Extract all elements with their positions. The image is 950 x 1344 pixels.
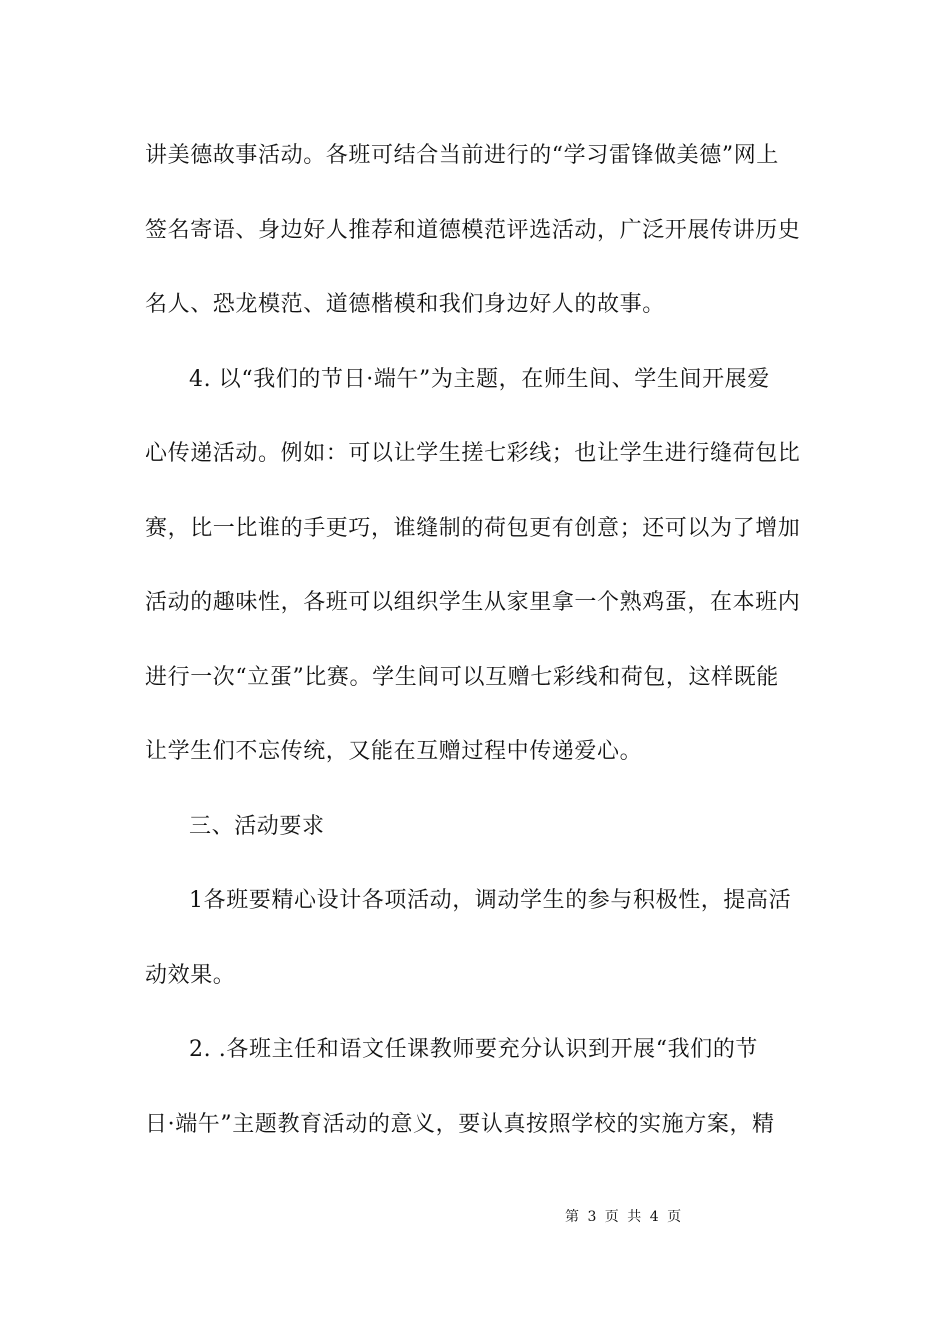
text-line: 心传递活动。例如：可以让学生搓七彩线；也让学生进行缝荷包比: [145, 441, 801, 466]
section-heading: 三、活动要求: [189, 813, 325, 839]
text-line: 赛，比一比谁的手更巧，谁缝制的荷包更有创意；还可以为了增加: [145, 515, 801, 541]
text-line: 1各班要精心设计各项活动，调动学生的参与积极性，提高活: [189, 888, 792, 913]
text-line: 2. .各班主任和语文任课教师要充分认识到开展“我们的节: [189, 1037, 759, 1062]
text-line: 4. 以“我们的节日·端午”为主题，在师生间、学生间开展爱: [189, 366, 770, 392]
text-line: 动效果。: [145, 962, 236, 988]
document-body: [145, 134, 810, 1177]
text-line: 讲美德故事活动。各班可结合当前进行的“学习雷锋做美德”网上: [145, 143, 779, 168]
text-line: 日·端午”主题教育活动的意义，要认真按照学校的实施方案，精: [145, 1111, 775, 1137]
text-line: 签名寄语、身边好人推荐和道德模范评选活动，广泛开展传讲历史: [145, 217, 801, 243]
text-line: 活动的趣味性，各班可以组织学生从家里拿一个熟鸡蛋，在本班内: [145, 590, 801, 615]
text-line: 名人、恐龙模范、道德楷模和我们身边好人的故事。: [145, 292, 665, 317]
text-line: 进行一次“立蛋”比赛。学生间可以互赠七彩线和荷包，这样既能: [145, 664, 779, 690]
page-number: 第 3 页 共 4 页: [565, 1209, 684, 1225]
text-line: 让学生们不忘传统，又能在互赠过程中传递爱心。: [145, 739, 643, 764]
